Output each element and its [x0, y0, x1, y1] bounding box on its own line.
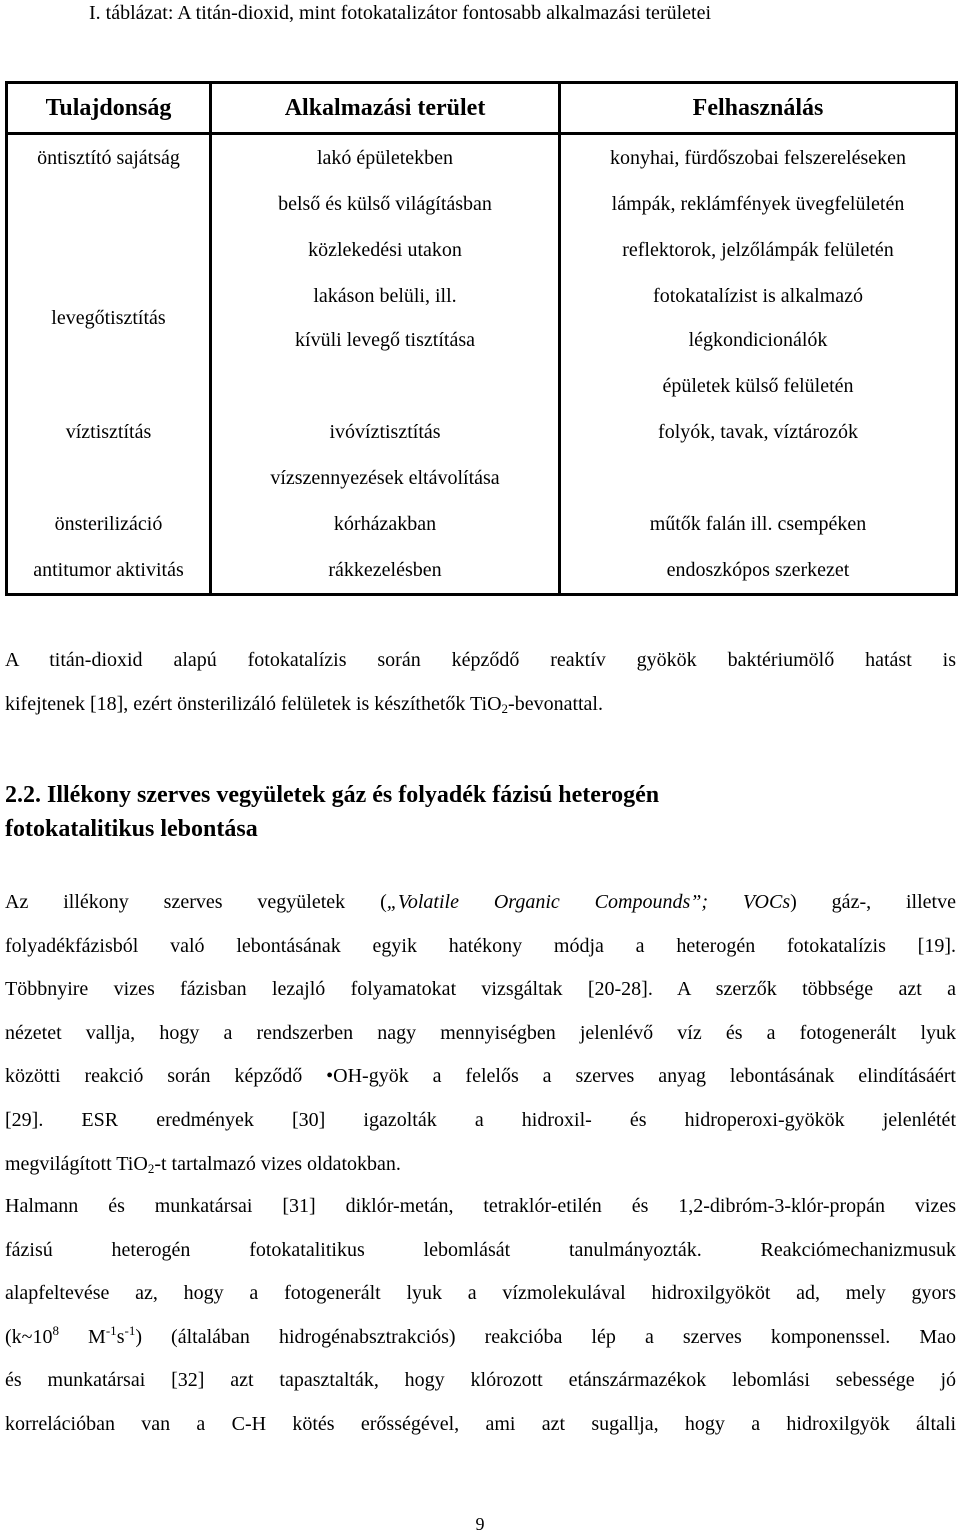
paragraph-line: fázisú heterogén fotokatalitikus lebomlását tanulmányozták. Reakciómechanizmusuk [5, 1238, 956, 1261]
cell-use-line2: légkondicionálók [688, 329, 828, 351]
cell-area: belső és külső világításban [211, 181, 560, 227]
paragraph-halmann [5, 1185, 956, 1447]
paragraph-line [5, 881, 956, 925]
cell-use-line1: fotokatalízist is alkalmazó [653, 285, 863, 307]
cell-area: közlekedési utakon [211, 227, 560, 273]
cell-area-line2: kívüli levegő tisztítása [295, 329, 475, 351]
subscript: 2 [501, 700, 509, 716]
cell-use [560, 273, 957, 363]
superscript: -1 [105, 1322, 117, 1338]
paragraph-line: korrelációban van a C-H kötés erősségével, ami azt sugallja, hogy a hidroxilgyök általi [5, 1412, 956, 1435]
cell-use: konyhai, fürdőszobai felszereléseken [560, 134, 957, 182]
superscript: 8 [52, 1322, 59, 1338]
cell-area [211, 363, 560, 409]
cell-property [7, 363, 211, 409]
heading-line: fotokatalitikus lebontása [5, 816, 258, 842]
table-row [7, 181, 957, 227]
cell-use: folyók, tavak, víztározók [560, 409, 957, 455]
cell-use: endoszkópos szerkezet [560, 547, 957, 595]
text-run: -t tartalmazó vizes oldatokban. [154, 1152, 401, 1175]
cell-use: műtők falán ill. csempéken [560, 501, 957, 547]
paragraph-voc [5, 881, 956, 1186]
cell-property: levegőtisztítás [7, 273, 211, 363]
text-run: kifejtenek [18], ezért önsterilizáló felületek is készíthetők TiO [5, 692, 502, 715]
applications-table [5, 81, 958, 596]
header-usage: Felhasználás [560, 83, 957, 134]
header-application-area: Alkalmazási terület [211, 83, 560, 134]
cell-property [7, 455, 211, 501]
table-row [7, 273, 957, 363]
paragraph-line: Többnyire vizes fázisban lezajló folyamatokat vizsgáltak [20-28]. A szerzők többsége azt a [5, 978, 956, 1001]
paragraph-line: alapfeltevése az, hogy a fotogenerált lyuk a vízmolekulával hidroxilgyököt ad, mely gyors [5, 1282, 956, 1305]
cell-area: kórházakban [211, 501, 560, 547]
table-row [7, 363, 957, 409]
text-run: Az illékony szerves vegyületek ( [5, 891, 387, 913]
table-caption: I. táblázat: A titán-dioxid, mint fotokatalizátor fontosabb alkalmazási területei [89, 2, 712, 24]
cell-area-line1: lakáson belüli, ill. [313, 285, 457, 307]
cell-area: vízszennyezések eltávolítása [211, 455, 560, 501]
cell-use [560, 455, 957, 501]
paragraph-line: Halmann és munkatársai [31] diklór-metán, tetraklór-etilén és 1,2-dibróm-3-klór-propán vizes [5, 1195, 956, 1217]
text-run: ) (általában hidrogénabsztrakciós) reakcióba lép a szerves komponenssel. Mao [135, 1325, 956, 1348]
paragraph-line: és munkatársai [32] azt tapasztalták, hogy klórozott etánszármazékok lebomlási sebessége jó [5, 1369, 956, 1392]
cell-use: lámpák, reklámfények üvegfelületén [560, 181, 957, 227]
paragraph-line: folyadékfázisból való lebontásának egyik hatékony módja a heterogén fotokatalízis [19]. [5, 934, 956, 957]
cell-property: önsterilizáció [7, 501, 211, 547]
cell-use: reflektorok, jelzőlámpák felületén [560, 227, 957, 273]
text-run: -bevonattal. [508, 692, 603, 715]
section-heading [5, 778, 659, 846]
paragraph-line: [29]. ESR eredmények [30] igazolták a hidroxil- és hidroperoxi-gyökök jelenlétét [5, 1108, 956, 1131]
cell-property: öntisztító sajátság [7, 134, 211, 182]
superscript: -1 [124, 1322, 136, 1338]
cell-area: rákkezelésben [211, 547, 560, 595]
italic-term: „Volatile Organic Compounds”; VOCs [386, 891, 791, 913]
cell-area [211, 273, 560, 363]
paragraph-line [5, 1143, 956, 1187]
paragraph-line: nézetet vallja, hogy a rendszerben nagy mennyiségben jelenlévő víz és a fotogenerált lyuk [5, 1021, 956, 1044]
cell-area: ivóvíztisztítás [211, 409, 560, 455]
cell-use: épületek külső felületén [560, 363, 957, 409]
subscript: 2 [147, 1160, 155, 1176]
table-header-row [7, 83, 957, 134]
cell-property: víztisztítás [7, 409, 211, 455]
text-run: megvilágított TiO [5, 1152, 148, 1175]
cell-property: antitumor aktivitás [7, 547, 211, 595]
cell-property [7, 227, 211, 273]
table-row [7, 547, 957, 595]
paragraph-line [5, 683, 956, 727]
cell-area: lakó épületekben [211, 134, 560, 182]
table-row [7, 455, 957, 501]
header-property: Tulajdonság [7, 83, 211, 134]
paragraph-line [5, 1316, 956, 1360]
paragraph-line: közötti reakció során képződő •OH-gyök a felelős a szerves anyag lebontásának elindításáért [5, 1065, 956, 1088]
table-row [7, 409, 957, 455]
table-row [7, 227, 957, 273]
text-run: ) gáz-, illetve [790, 891, 956, 913]
paragraph-antibacterial [5, 639, 956, 726]
table-row [7, 134, 957, 182]
table-row [7, 501, 957, 547]
text-run: M [58, 1325, 106, 1348]
cell-property [7, 181, 211, 227]
text-run: (k~10 [5, 1325, 53, 1348]
paragraph-line: A titán-dioxid alapú fotokatalízis során képződő reaktív gyökök baktériumölő hatást is [5, 649, 956, 671]
heading-line: 2.2. Illékony szerves vegyületek gáz és folyadék fázisú heterogén [5, 782, 660, 808]
page-number: 9 [475, 1514, 485, 1534]
text-run: s [116, 1325, 125, 1348]
